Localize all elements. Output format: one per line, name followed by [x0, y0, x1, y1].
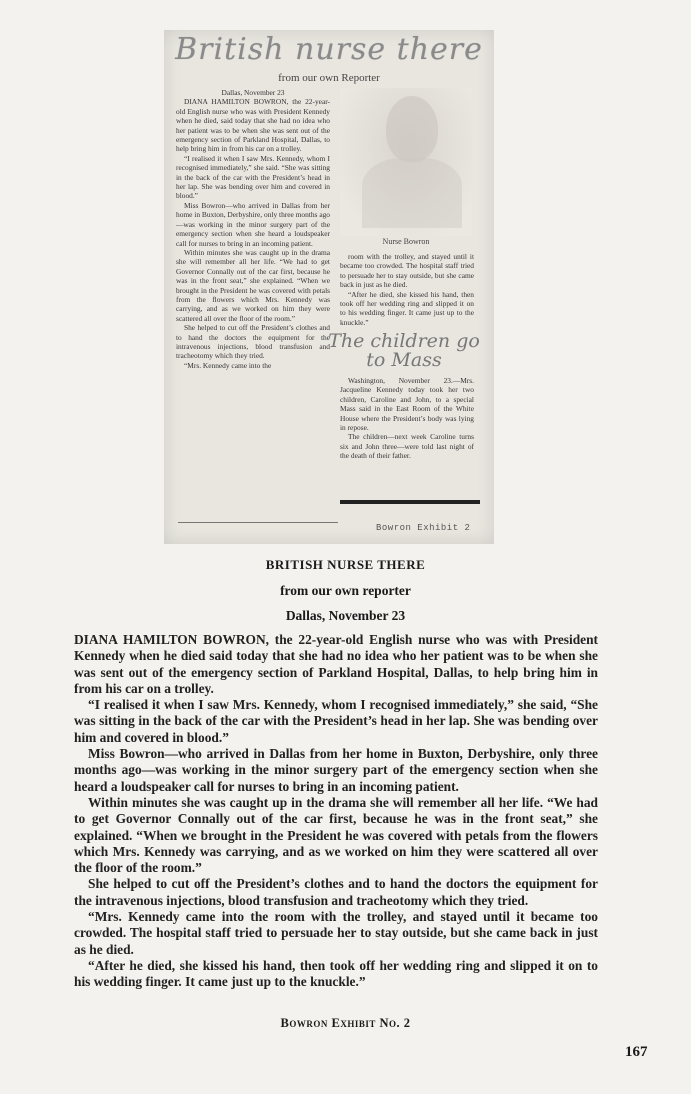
photo-portrait-head — [386, 96, 438, 162]
clipping-paragraph: Miss Bowron—who arrived in Dallas from her home in Buxton, Derbyshire, only three months ago—was working in the minor surgery part of the emergency section when she heard a loudspeaker call for nurses to bring in an incoming patient. — [176, 200, 330, 248]
transcript-paragraph: She helped to cut off the President’s clothes and to hand the doctors the equipment for the intravenous injections, blood transfusion and tracheotomy which they tried. — [74, 876, 598, 908]
clipping-paragraph: Washington, November 23.—Mrs. Jacqueline Kennedy today took her two children, Caroline and John, to a special Mass said in the East Room of the White House where the President’s body was lying in repose. — [340, 376, 474, 433]
newspaper-clipping — [164, 30, 494, 544]
exhibit-stamp: Bowron Exhibit 2 — [376, 523, 471, 533]
clipping-column-1 — [176, 88, 330, 370]
clipping-paragraph: Within minutes she was caught up in the drama she will remember all her life. “We had to get Governor Connally out of the car first, because he was in the front seat,” she explained. “When we brought in the President he was covered with petals from the flowers which Mrs. Kennedy was carrying, and as we worked on him they were scattered all over the floor of the room.” — [176, 247, 330, 323]
clipping-dateline: Dallas, November 23 — [221, 88, 285, 97]
photo-portrait-body — [362, 158, 462, 228]
transcript-body — [74, 632, 598, 991]
clipping-paragraph: She helped to cut off the President’s clothes and to hand the doctors the equipment for the intravenous injections, blood transfusion and tracheotomy which they tried. — [176, 323, 330, 361]
clipping-headline: British nurse there — [175, 32, 483, 67]
clipping-paragraph: DIANA HAMILTON BOWRON, the 22-year-old English nurse who was with President Kennedy when he died, said today that she had no idea who her patient was to be when she was sent out of the emergency section of Parkland Hospital, Dallas, to help bring him in from his car on a trolley. — [176, 97, 330, 154]
clipping-byline: from our own Reporter — [278, 72, 380, 84]
clipping-paragraph: “Mrs. Kennedy came into the — [184, 360, 272, 370]
clipping-subheadline: The children go to Mass — [328, 330, 480, 371]
photo-caption: Nurse Bowron — [382, 237, 430, 246]
exhibit-caption: Bowron Exhibit No. 2 — [280, 1016, 411, 1030]
transcript-paragraph: DIANA HAMILTON BOWRON, the 22-year-old English nurse who was with President Kennedy when he died said today that she had no idea who her patient was to be when she was sent out of the emergency section of Parkland Hospital, Dallas, to help bring him in from his car on a trolley. — [74, 632, 598, 696]
clipping-column-3 — [340, 376, 474, 461]
clipping-paragraph: “I realised it when I saw Mrs. Kennedy, whom I recognised immediately,” she said. “She was sitting in the back of the car with the President’s head in her lap. She was bending over him and covered in blood.” — [176, 153, 330, 201]
clipping-column-2 — [340, 252, 474, 327]
transcript-paragraph: “After he died, she kissed his hand, then took off her wedding ring and slipped it on to his wedding finger. It came just up to the knuckle.” — [74, 957, 598, 990]
clipping-paragraph: “After he died, she kissed his hand, then took off her wedding ring and slipped it on to his wedding finger. It came just up to the knuckle.” — [340, 289, 474, 327]
transcript-dateline: Dallas, November 23 — [285, 608, 406, 623]
transcript-byline: from our own reporter — [280, 583, 411, 598]
transcript-paragraph: “Mrs. Kennedy came into the room with the trolley, and stayed until it became too crowded. The hospital staff tried to persuade her to stay outside, but she came back in just as he died. — [74, 909, 598, 957]
clipping-edge-line — [178, 522, 338, 523]
page-number: 167 — [625, 1044, 648, 1060]
transcript-paragraph: Within minutes she was caught up in the drama she will remember all her life. “We had to get Governor Connally out of the car first, because he was in the front seat,” she explained. “When we brought in the President he was covered with petals from the flowers which Mrs. Kennedy was carrying, and as we worked on him they were scattered all over the floor of the room.” — [74, 794, 598, 876]
nurse-photo — [340, 88, 472, 236]
transcript-paragraph: “I realised it when I saw Mrs. Kennedy, whom I recognised immediately,” she said, “She was sitting in the back of the car with the President’s head in her lap. She was bending over him and covered in blood.” — [74, 697, 598, 745]
transcript-title: BRITISH NURSE THERE — [265, 557, 426, 572]
clipping-paragraph: The children—next week Caroline turns six and John three—were told last night of the death of their father. — [340, 432, 474, 461]
transcript-paragraph: Miss Bowron—who arrived in Dallas from her home in Buxton, Derbyshire, only three months ago—was working in the minor surgery part of the emergency section when she heard a loudspeaker call for nurses to bring in an incoming patient. — [74, 746, 598, 794]
clipping-paragraph: room with the trolley, and stayed until it became too crowded. The hospital staff tried to persuade her to stay outside, but she came back in just as he died. — [340, 252, 474, 290]
clipping-rule — [340, 500, 480, 504]
